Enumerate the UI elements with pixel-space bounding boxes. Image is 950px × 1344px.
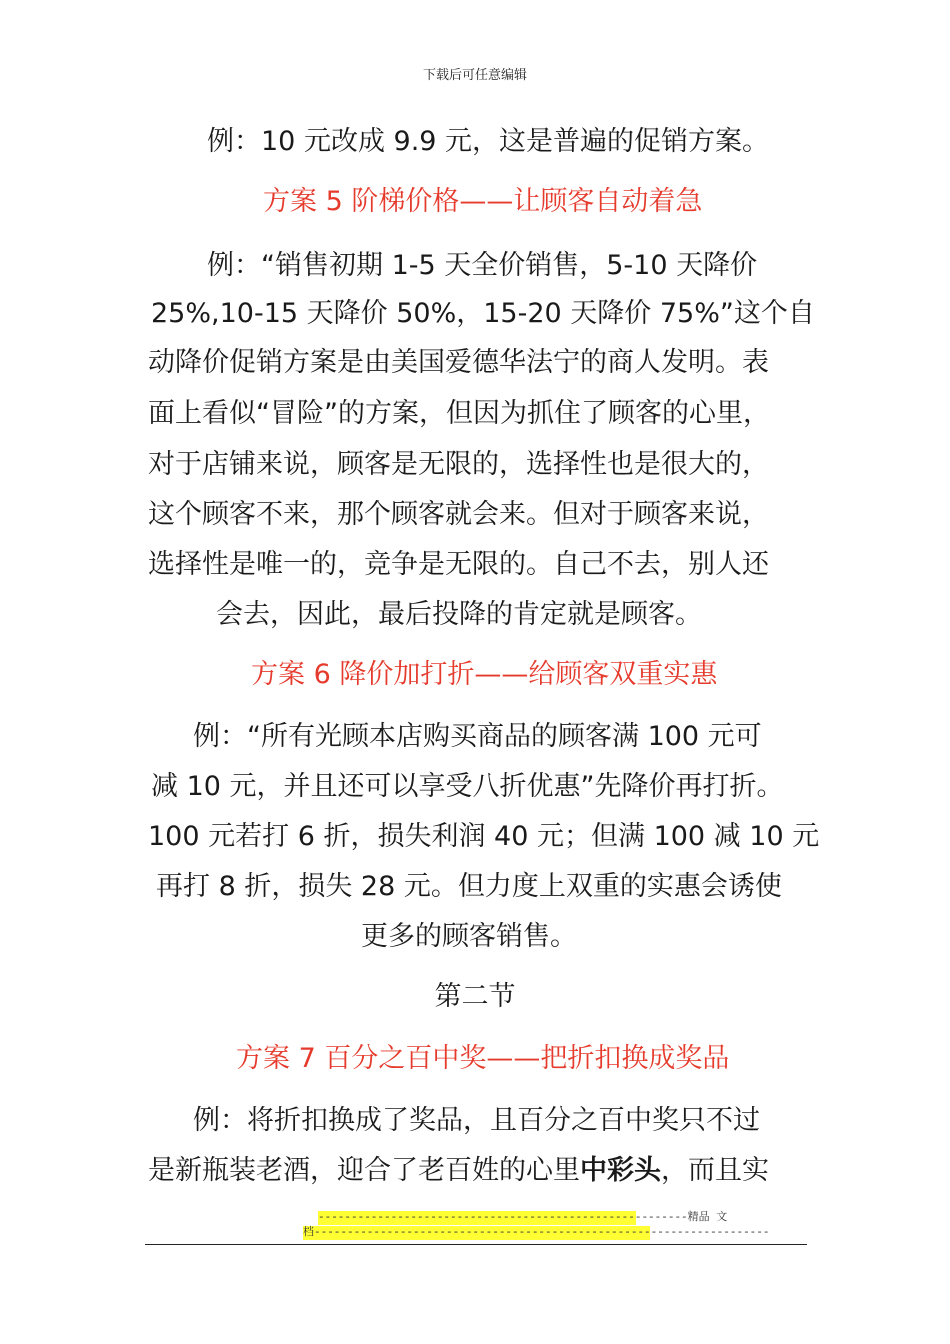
paragraph-line: 例：10 元改成 9.9 元，这是普遍的促销方案。 bbox=[207, 126, 770, 157]
paragraph-line: 再打 8 折，损失 28 元。但力度上双重的实惠会诱使 bbox=[156, 871, 782, 902]
paragraph-line: 对于店铺来说，顾客是无限的，选择性也是很大的， bbox=[148, 449, 769, 480]
paragraph-line bbox=[148, 1155, 769, 1187]
paragraph-line: 100 元若打 6 折，损失利润 40 元；但满 100 减 10 元 bbox=[148, 821, 820, 852]
paragraph-line: 例：“销售初期 1-5 天全价销售，5-10 天降价 bbox=[207, 250, 758, 281]
paragraph-line: 例：“所有光顾本店购买商品的顾客满 100 元可 bbox=[193, 721, 762, 752]
section-title: 第二节 bbox=[434, 981, 516, 1012]
bold-phrase: 中彩头 bbox=[580, 1155, 661, 1186]
paragraph-line: 更多的顾客销售。 bbox=[361, 921, 577, 952]
paragraph-line: 面上看似“冒险”的方案，但因为抓住了顾客的心里， bbox=[148, 398, 770, 429]
paragraph-line: 25%,10-15 天降价 50%，15-20 天降价 75%”这个自 bbox=[151, 298, 815, 329]
paragraph-line: 动降价促销方案是由美国爱德华法宁的商人发明。表 bbox=[148, 347, 769, 378]
scheme-7-heading: 方案 7 百分之百中奖——把折扣换成奖品 bbox=[236, 1043, 730, 1074]
paragraph-line: 减 10 元，并且还可以享受八折优惠”先降价再打折。 bbox=[151, 771, 784, 802]
paragraph-line: 选择性是唯一的，竞争是无限的。自己不去，别人还 bbox=[148, 549, 769, 580]
text-segment: ，而且实 bbox=[661, 1155, 769, 1186]
footer-watermark-line1: --------------------------------------------------------精品 文 bbox=[318, 1212, 728, 1224]
scheme-5-heading: 方案 5 阶梯价格——让顾客自动着急 bbox=[263, 186, 703, 217]
paragraph-line: 例：将折扣换成了奖品，且百分之百中奖只不过 bbox=[193, 1105, 760, 1136]
footer-divider bbox=[145, 1244, 807, 1245]
page-header: 下载后可任意编辑 bbox=[422, 68, 527, 83]
text-segment: 是新瓶装老酒，迎合了老百姓的心里 bbox=[148, 1155, 580, 1186]
scheme-6-heading: 方案 6 降价加打折——给顾客双重实惠 bbox=[251, 659, 718, 690]
paragraph-line: 这个顾客不来，那个顾客就会来。但对于顾客来说， bbox=[148, 499, 769, 530]
footer-watermark-line2: 档--------------------------------------------------------------------- bbox=[303, 1227, 770, 1239]
paragraph-line: 会去，因此，最后投降的肯定就是顾客。 bbox=[216, 599, 702, 630]
